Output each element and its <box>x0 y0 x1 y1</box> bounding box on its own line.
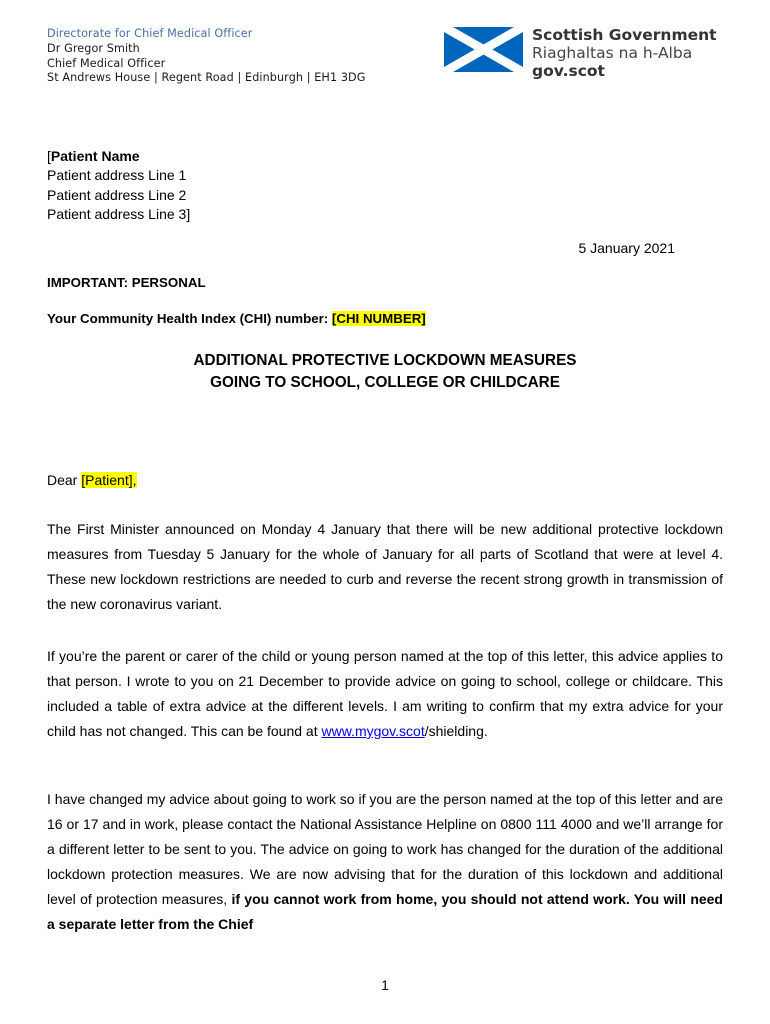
paragraph-3-text: I have changed my advice about going to work so if you are the person named at the top of this letter and are 16 or 17 and in work, please contact the National Assistance Helpline on 0800 111 4000 and we’ll arrange for a different letter to be sent to you. The advice on going to work has changed for the duration of the additional lockdown protection measures. We are now advising that for the duration of this lockdown and additional level of protection measures, <box>47 791 723 907</box>
saltire-flag-icon <box>444 27 523 72</box>
paragraph-2-text: If you’re the parent or carer of the child or young person named at the top of this letter, this advice applies to that person. I wrote to you on 21 December to provide advice on going to school, college or childcare. This included a table of extra advice at the different levels. I am writing to confirm that my extra advice for your child has not changed. This can be found at <box>47 648 723 739</box>
directorate-line: Directorate for Chief Medical Officer <box>47 27 253 40</box>
salutation <box>47 472 137 488</box>
paragraph-3-bold: if you cannot work from home, you should not attend work. You will need a separate letter from the Chief <box>47 891 723 932</box>
sender-name: Dr Gregor Smith <box>47 41 140 55</box>
government-logo-text <box>532 26 717 80</box>
recipient-name: Patient Name <box>50 148 140 164</box>
sender-block <box>47 27 366 86</box>
chi-placeholder: [CHI NUMBER] <box>331 311 426 326</box>
mygov-link[interactable]: www.mygov.scot <box>321 723 425 739</box>
paragraph-2-tail: /shielding. <box>424 723 488 739</box>
paragraph-1: The First Minister announced on Monday 4 January that there will be new additional protective lockdown measures from Tuesday 5 January for the whole of January for all parts of Scotland that were at level 4. These new lockdown restrictions are needed to curb and reverse the recent strong growth in transmission of the new coronavirus variant. <box>47 521 723 612</box>
open-bracket: [ <box>47 148 51 164</box>
title-line-2: GOING TO SCHOOL, COLLEGE OR CHILDCARE <box>210 374 560 391</box>
paragraph-2 <box>47 644 723 744</box>
important-heading: IMPORTANT: PERSONAL <box>47 275 206 290</box>
address-line-2: Patient address Line 2 <box>47 186 187 203</box>
letter-date: 5 January 2021 <box>578 240 675 256</box>
salutation-patient: [Patient], <box>81 472 137 488</box>
letter-title <box>47 350 723 394</box>
title-line-1: ADDITIONAL PROTECTIVE LOCKDOWN MEASURES <box>193 352 577 369</box>
logo-line-english: Scottish Government <box>532 26 717 44</box>
logo-line-gaelic: Riaghaltas na h-Alba <box>532 44 693 62</box>
recipient-address <box>47 147 190 224</box>
recipient-name-line <box>47 147 190 166</box>
logo-line-domain: gov.scot <box>532 62 605 80</box>
sender-role: Chief Medical Officer <box>47 56 166 70</box>
sender-address: St Andrews House | Regent Road | Edinburgh | EH1 3DG <box>47 71 366 85</box>
address-line-1: Patient address Line 1 <box>47 167 187 184</box>
chi-label: Your Community Health Index (CHI) number: <box>47 311 332 326</box>
salutation-prefix: Dear <box>47 472 82 488</box>
chi-number-line <box>47 311 426 326</box>
address-line-3: Patient address Line 3] <box>47 205 191 222</box>
paragraph-3 <box>47 787 723 937</box>
page-number: 1 <box>381 977 389 993</box>
